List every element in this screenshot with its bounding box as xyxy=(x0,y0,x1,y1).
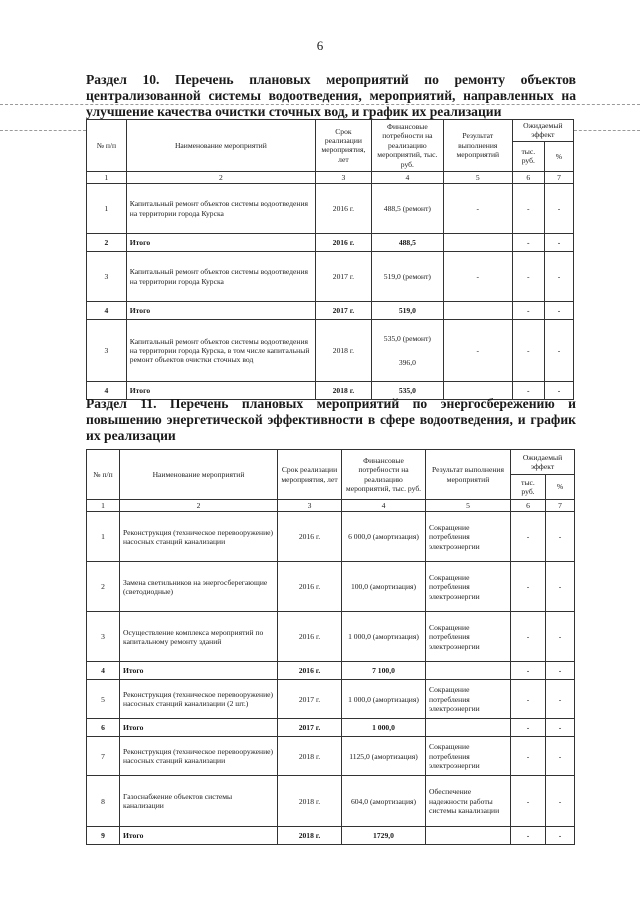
effect-pct: - xyxy=(544,382,573,400)
finance-amount: 488,5 (ремонт) xyxy=(371,184,443,234)
row-number: 2 xyxy=(87,234,127,252)
implementation-year: 2017 г. xyxy=(315,252,371,302)
effect-pct: - xyxy=(544,302,573,320)
implementation-year: 2016 г. xyxy=(278,562,342,612)
finance-amount-subtotal: 396,0 xyxy=(398,357,416,367)
header-effect-rub: тыс. руб. xyxy=(512,141,544,171)
effect-pct: - xyxy=(544,184,573,234)
row-number: 8 xyxy=(87,776,120,827)
effect-rub: - xyxy=(511,512,546,562)
implementation-year: 2016 г. xyxy=(315,234,371,252)
section-10-title: Раздел 10. Перечень плановых мероприятий по ремонту объектов централизованной системы водоотведения, мероприятий, направленных на улучшение качества очистки сточных вод, и график их реализации xyxy=(86,72,576,119)
row-number: 3 xyxy=(87,612,120,662)
finance-amount: 100,0 (амортизация) xyxy=(342,562,426,612)
table-row xyxy=(87,612,575,662)
implementation-year: 2016 г. xyxy=(278,512,342,562)
result-description xyxy=(443,234,512,252)
result-description: - xyxy=(443,320,512,382)
effect-rub: - xyxy=(511,662,546,680)
total-label: Итого xyxy=(126,302,315,320)
effect-pct: - xyxy=(546,512,575,562)
effect-rub: - xyxy=(512,320,544,382)
effect-pct: - xyxy=(546,827,575,845)
effect-rub: - xyxy=(511,612,546,662)
effect-pct: - xyxy=(546,562,575,612)
effect-pct: - xyxy=(546,662,575,680)
header-finance: Финансовые потребности на реализацию мероприятий, тыс. руб. xyxy=(342,450,426,500)
row-number: 2 xyxy=(87,562,120,612)
column-number: 7 xyxy=(546,500,575,512)
result-description: Сокращение потребления электроэнергии xyxy=(426,612,511,662)
measure-name: Осуществление комплекса мероприятий по капитальному ремонту зданий xyxy=(120,612,278,662)
total-row xyxy=(87,827,575,845)
effect-rub: - xyxy=(512,302,544,320)
total-label: Итого xyxy=(120,827,278,845)
implementation-year: 2018 г. xyxy=(278,776,342,827)
header-effect: Ожидаемый эффект xyxy=(512,120,573,142)
column-number: 2 xyxy=(120,500,278,512)
column-number-row xyxy=(87,171,574,183)
row-number: 5 xyxy=(87,680,120,719)
row-number: 4 xyxy=(87,302,127,320)
row-number: 3 xyxy=(87,320,127,382)
implementation-year: 2017 г. xyxy=(315,302,371,320)
finance-amount: 519,0 (ремонт) xyxy=(371,252,443,302)
finance-amount: 488,5 xyxy=(371,234,443,252)
finance-amount: 1729,0 xyxy=(342,827,426,845)
section-11-title: Раздел 11. Перечень плановых мероприятий по энергосбережению и повышению энергетической эффективности в сфере водоотведения, и график их реализации xyxy=(86,396,576,443)
result-description xyxy=(426,827,511,845)
header-finance: Финансовые потребности на реализацию мероприятий, тыс. руб. xyxy=(371,120,443,172)
result-description xyxy=(443,302,512,320)
effect-rub: - xyxy=(511,827,546,845)
total-row xyxy=(87,302,574,320)
implementation-year: 2017 г. xyxy=(278,680,342,719)
effect-rub: - xyxy=(511,737,546,776)
table-row xyxy=(87,776,575,827)
effect-rub: - xyxy=(512,234,544,252)
row-number: 4 xyxy=(87,382,127,400)
effect-rub: - xyxy=(511,680,546,719)
column-number: 3 xyxy=(278,500,342,512)
finance-amount: 519,0 xyxy=(371,302,443,320)
column-number: 2 xyxy=(126,171,315,183)
effect-pct: - xyxy=(546,737,575,776)
column-number: 4 xyxy=(371,171,443,183)
implementation-year: 2018 г. xyxy=(315,382,371,400)
implementation-year: 2016 г. xyxy=(278,612,342,662)
effect-rub: - xyxy=(512,252,544,302)
implementation-year: 2016 г. xyxy=(278,662,342,680)
implementation-year: 2016 г. xyxy=(315,184,371,234)
finance-amount-value: 535,0 (ремонт) xyxy=(383,334,431,344)
total-label: Итого xyxy=(126,382,315,400)
table-row xyxy=(87,737,575,776)
row-number: 6 xyxy=(87,719,120,737)
row-number: 1 xyxy=(87,184,127,234)
total-label: Итого xyxy=(126,234,315,252)
table-row xyxy=(87,320,574,382)
table-row xyxy=(87,512,575,562)
result-description: Обеспечение надежности работы системы канализации xyxy=(426,776,511,827)
implementation-year: 2017 г. xyxy=(278,719,342,737)
effect-pct: - xyxy=(544,252,573,302)
measure-name: Капитальный ремонт объектов системы водоотведения на территории города Курска xyxy=(126,184,315,234)
column-number: 1 xyxy=(87,171,127,183)
measure-name: Реконструкция (техническое перевооружение) насосных станций канализации xyxy=(120,512,278,562)
page-number: 6 xyxy=(316,38,324,53)
column-number: 5 xyxy=(443,171,512,183)
header-name: Наименование мероприятий xyxy=(126,120,315,172)
finance-amount: 535,0 xyxy=(371,382,443,400)
table-row xyxy=(87,184,574,234)
finance-amount: 1 000,0 xyxy=(342,719,426,737)
finance-amount: 7 100,0 xyxy=(342,662,426,680)
result-description: Сокращение потребления электроэнергии xyxy=(426,737,511,776)
row-number: 1 xyxy=(87,512,120,562)
column-number: 1 xyxy=(87,500,120,512)
header-name: Наименование мероприятий xyxy=(120,450,278,500)
column-number: 5 xyxy=(426,500,511,512)
implementation-year: 2018 г. xyxy=(278,827,342,845)
row-number: 4 xyxy=(87,662,120,680)
row-number: 9 xyxy=(87,827,120,845)
column-number: 6 xyxy=(512,171,544,183)
header-num: № п/п xyxy=(87,450,120,500)
result-description: - xyxy=(443,252,512,302)
section-10-table-body xyxy=(87,171,574,399)
column-number-row xyxy=(87,500,575,512)
table-row xyxy=(87,252,574,302)
finance-amount: 1125,0 (амортизация) xyxy=(342,737,426,776)
implementation-year: 2018 г. xyxy=(315,320,371,382)
column-number: 6 xyxy=(511,500,546,512)
effect-rub: - xyxy=(511,562,546,612)
finance-amount: 1 000,0 (амортизация) xyxy=(342,680,426,719)
total-row xyxy=(87,719,575,737)
column-number: 4 xyxy=(342,500,426,512)
row-number: 3 xyxy=(87,252,127,302)
header-term: Срок реализации мероприятия, лет xyxy=(315,120,371,172)
table-row xyxy=(87,562,575,612)
effect-rub: - xyxy=(512,184,544,234)
measure-name: Замена светильников на энергосберегающие (светодиодные) xyxy=(120,562,278,612)
header-term: Срок реализации мероприятия, лет xyxy=(278,450,342,500)
header-result: Результат выполнения мероприятий xyxy=(426,450,511,500)
effect-rub: - xyxy=(512,382,544,400)
scan-artifact-line xyxy=(0,130,86,131)
result-description xyxy=(426,662,511,680)
effect-rub: - xyxy=(511,776,546,827)
effect-pct: - xyxy=(544,320,573,382)
table-row xyxy=(87,680,575,719)
column-number: 3 xyxy=(315,171,371,183)
effect-pct: - xyxy=(546,612,575,662)
measure-name: Капитальный ремонт объектов системы водоотведения на территории города Курска, в том числе капитальный ремонт объектов очистки сточных вод xyxy=(126,320,315,382)
effect-pct: - xyxy=(546,776,575,827)
result-description xyxy=(426,719,511,737)
effect-pct: - xyxy=(546,680,575,719)
result-description: Сокращение потребления электроэнергии xyxy=(426,512,511,562)
effect-rub: - xyxy=(511,719,546,737)
total-label: Итого xyxy=(120,719,278,737)
effect-pct: - xyxy=(544,234,573,252)
header-effect: Ожидаемый эффект xyxy=(511,450,575,475)
implementation-year: 2018 г. xyxy=(278,737,342,776)
result-description: Сокращение потребления электроэнергии xyxy=(426,680,511,719)
finance-amount: 6 000,0 (амортизация) xyxy=(342,512,426,562)
total-label: Итого xyxy=(120,662,278,680)
header-effect-pct: % xyxy=(544,141,573,171)
measure-name: Газоснабжение объектов системы канализации xyxy=(120,776,278,827)
header-result: Результат выполнения мероприятий xyxy=(443,120,512,172)
row-number: 7 xyxy=(87,737,120,776)
finance-amount: 1 000,0 (амортизация) xyxy=(342,612,426,662)
measure-name: Капитальный ремонт объектов системы водоотведения на территории города Курска xyxy=(126,252,315,302)
effect-pct: - xyxy=(546,719,575,737)
section-11-table-body xyxy=(87,500,575,845)
total-row xyxy=(87,662,575,680)
finance-amount: 604,0 (амортизация) xyxy=(342,776,426,827)
measure-name: Реконструкция (техническое перевооружение) насосных станций канализации xyxy=(120,737,278,776)
result-description: - xyxy=(443,184,512,234)
header-effect-pct: % xyxy=(546,475,575,500)
total-row xyxy=(87,234,574,252)
measure-name: Реконструкция (техническое перевооружение) насосных станций канализации (2 шт.) xyxy=(120,680,278,719)
header-num: № п/п xyxy=(87,120,127,172)
section-11-table xyxy=(86,449,575,845)
column-number: 7 xyxy=(544,171,573,183)
header-effect-rub: тыс. руб. xyxy=(511,475,546,500)
finance-amount xyxy=(371,320,443,382)
scan-artifact-line xyxy=(574,130,640,131)
result-description: Сокращение потребления электроэнергии xyxy=(426,562,511,612)
section-10-table xyxy=(86,119,574,400)
